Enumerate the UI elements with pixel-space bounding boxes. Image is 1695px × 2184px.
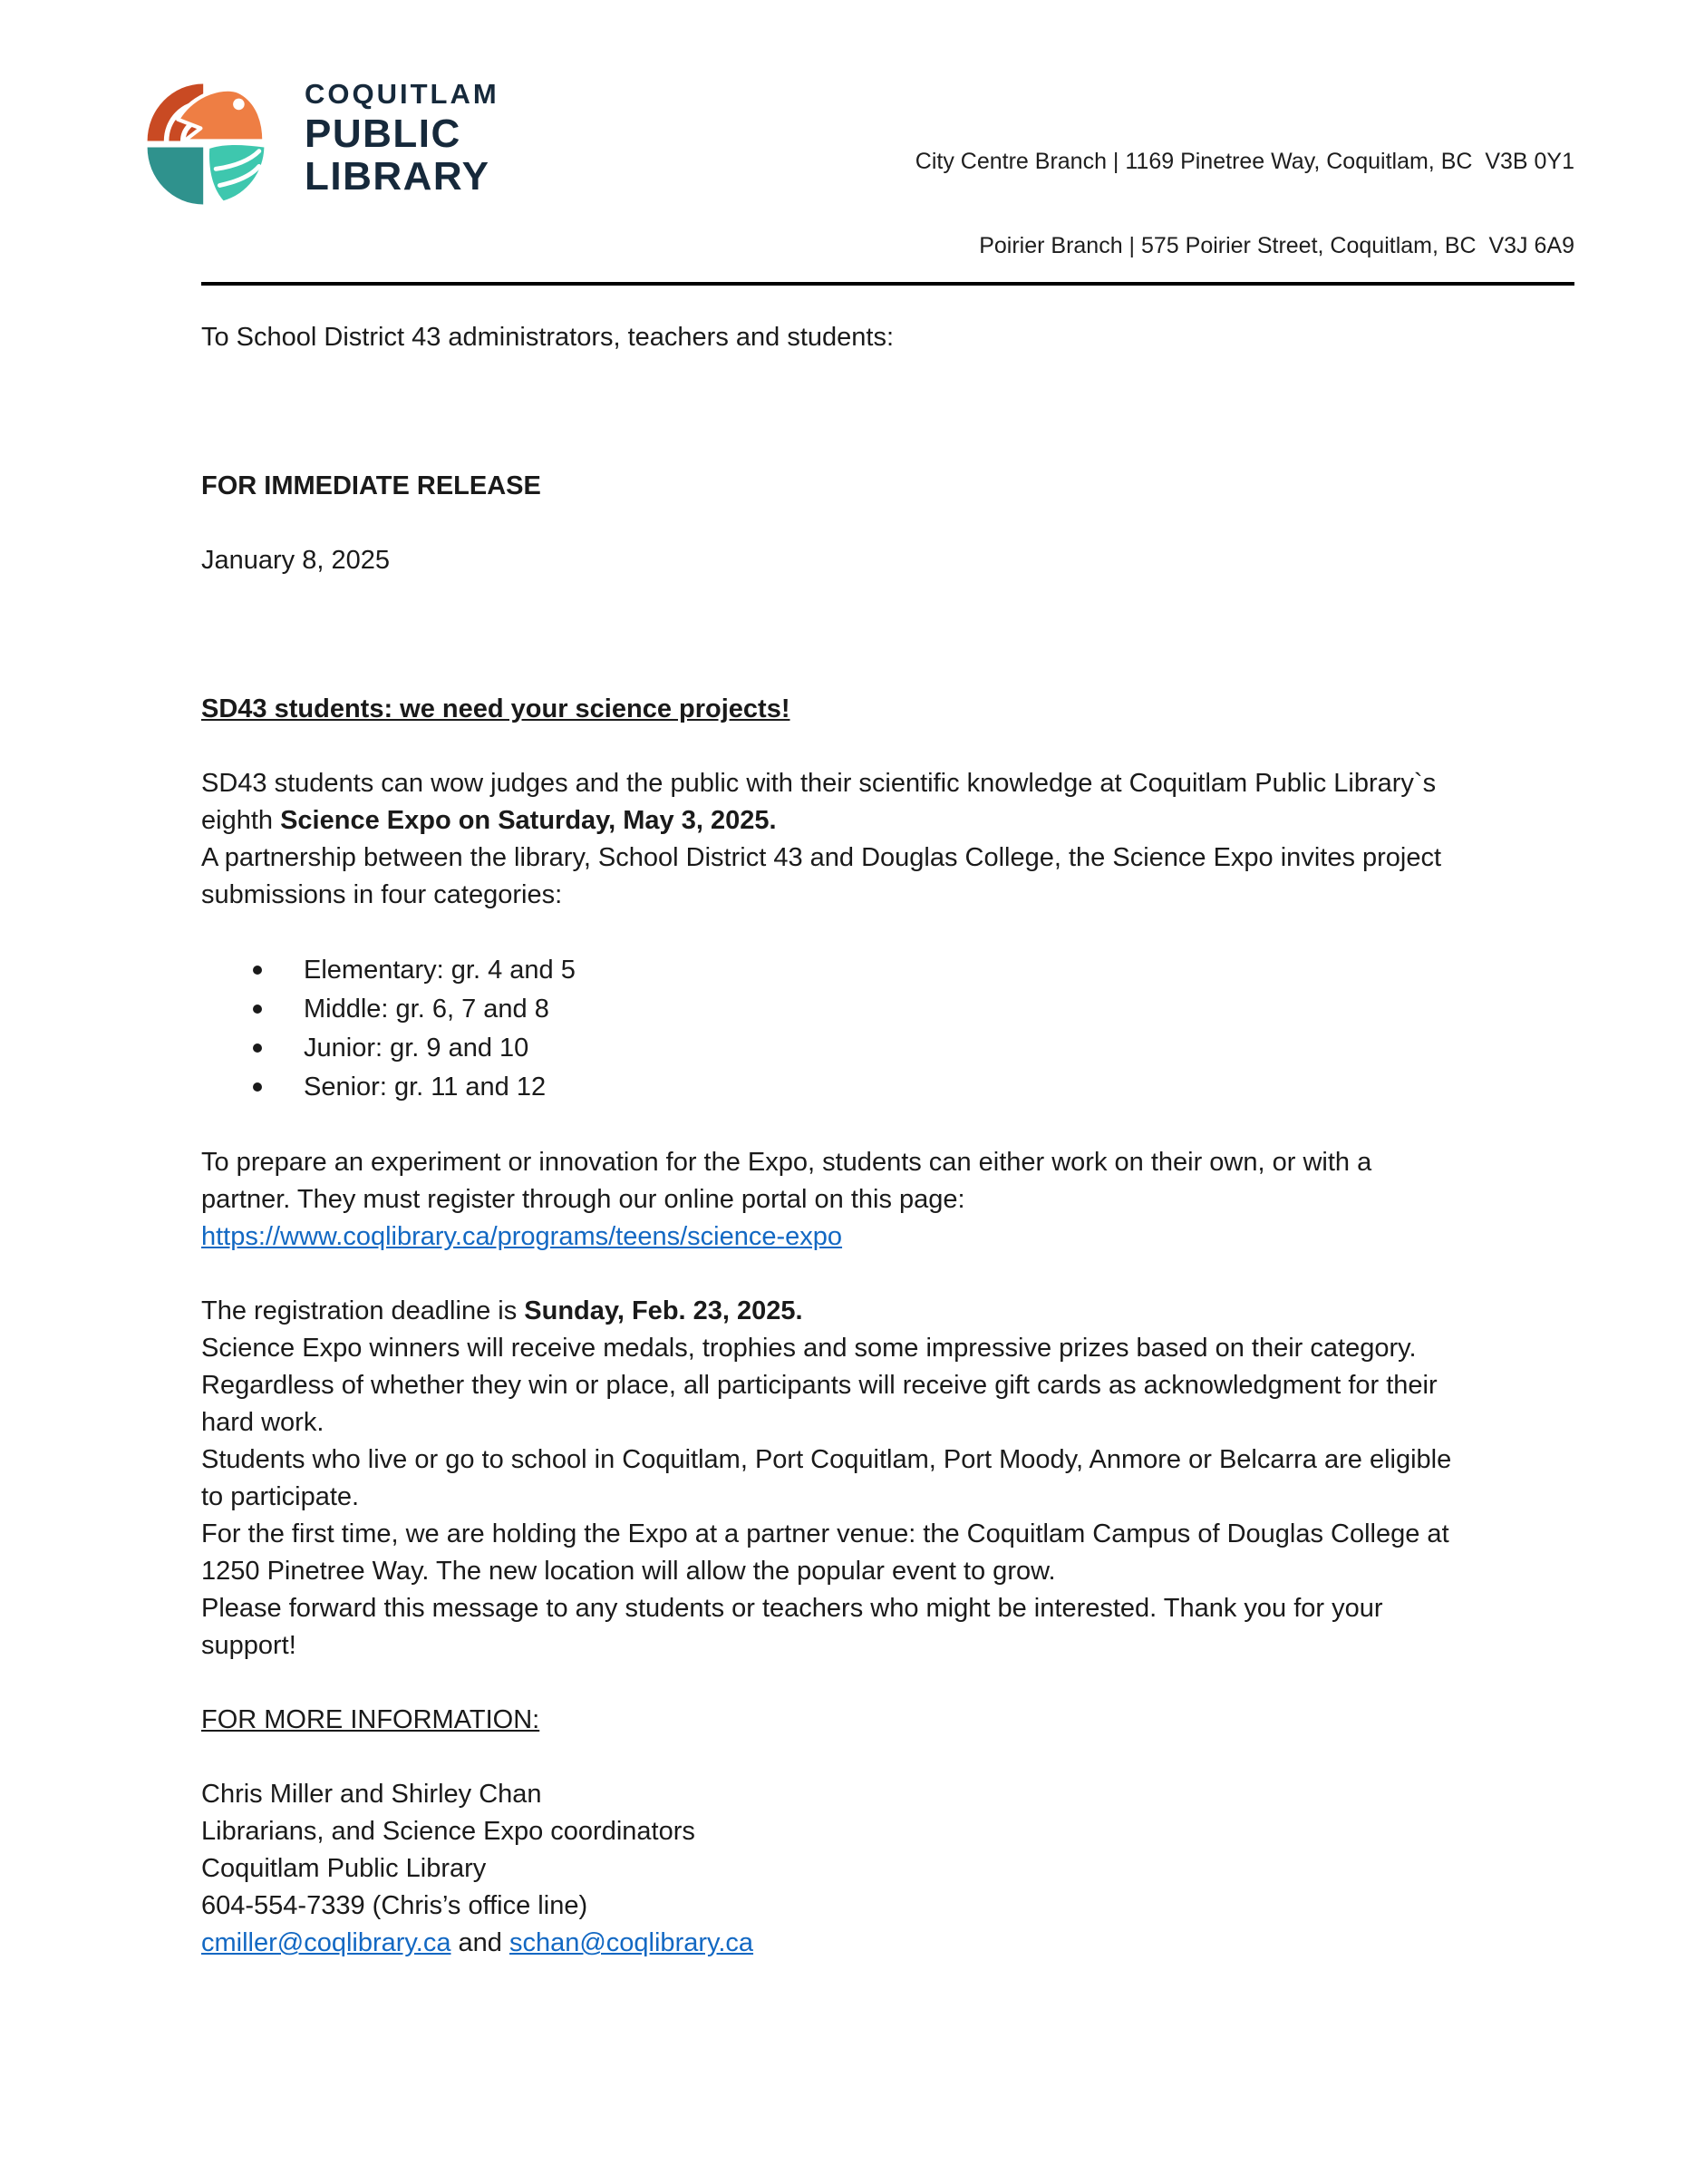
text-run: hard work.	[201, 1408, 324, 1437]
text-run: and	[450, 1928, 509, 1957]
letter-line	[201, 1888, 1615, 1925]
header-divider	[201, 282, 1574, 286]
letter-line	[201, 542, 1615, 579]
letter-line	[201, 468, 1615, 505]
text-run: support!	[201, 1631, 296, 1660]
letter-line	[201, 765, 1615, 802]
letter-line	[201, 1627, 1615, 1665]
text-run: Students who live or go to school in Coquitlam, Port Coquitlam, Port Moody, Anmore or Belcarra are eligible	[201, 1445, 1452, 1474]
letter-line	[201, 319, 1615, 356]
text-run: Elementary: gr. 4 and 5	[304, 956, 576, 985]
bullet-item	[201, 990, 1615, 1029]
text-run: 604-554-7339 (Chris’s office line)	[201, 1891, 588, 1920]
text-run: Science Expo winners will receive medals, trophies and some impressive prizes based on their category.	[201, 1334, 1417, 1363]
letter-line	[201, 1404, 1615, 1441]
text-run: SD43 students: we need your science projects!	[201, 694, 790, 723]
text-run: Junior: gr. 9 and 10	[304, 1034, 529, 1063]
text-run: Regardless of whether they win or place, all participants will receive gift cards as acknowledgment for their	[201, 1371, 1438, 1400]
blank-line	[201, 1665, 1615, 1702]
letter-line	[201, 1850, 1615, 1888]
wordmark-public: PUBLIC	[305, 112, 461, 156]
text-run: to participate.	[201, 1482, 360, 1511]
hyperlink[interactable]: https://www.coqlibrary.ca/programs/teens/science-expo	[201, 1222, 843, 1251]
text-run: 1250 Pinetree Way. The new location will allow the popular event to grow.	[201, 1557, 1056, 1586]
text-run: Librarians, and Science Expo coordinators	[201, 1817, 695, 1846]
hyperlink[interactable]: schan@coqlibrary.ca	[508, 1928, 754, 1957]
text-run: Middle: gr. 6, 7 and 8	[304, 995, 549, 1024]
text-run: Coquitlam Public Library	[201, 1854, 487, 1883]
blank-line	[201, 1256, 1615, 1293]
letter-line	[201, 1181, 1615, 1218]
text-run: Chris Miller and Shirley Chan	[201, 1780, 542, 1809]
blank-line	[201, 505, 1615, 542]
blank-line	[201, 914, 1615, 951]
text-run: partner. They must register through our online portal on this page:	[201, 1185, 965, 1214]
letter-line	[201, 1776, 1615, 1813]
letter-line	[201, 1293, 1615, 1330]
library-logo-wordmark	[305, 76, 499, 198]
text-run: FOR MORE INFORMATION:	[201, 1705, 540, 1734]
text-run: Sunday, Feb. 23, 2025.	[524, 1296, 803, 1325]
text-run: SD43 students can wow judges and the public with their scientific knowledge at Coquitlam Public Library`s	[201, 769, 1437, 798]
letter-line	[201, 1553, 1615, 1590]
text-run: eighth	[201, 806, 281, 835]
bullet-item	[201, 1068, 1615, 1107]
letter-line	[201, 1813, 1615, 1850]
blank-line	[201, 579, 1615, 691]
letter-line	[201, 1441, 1615, 1479]
letter-line	[201, 1479, 1615, 1516]
blank-line	[201, 1739, 1615, 1776]
letter-line	[201, 802, 1615, 840]
letter-body	[201, 319, 1615, 1962]
city-centre-branch-address: City Centre Branch | 1169 Pinetree Way, Coquitlam, BC V3B 0Y1	[915, 149, 1574, 174]
blank-line	[201, 1107, 1615, 1144]
hyperlink[interactable]: cmiller@coqlibrary.ca	[201, 1928, 451, 1957]
wordmark-library: LIBRARY	[305, 154, 490, 199]
letter-line	[201, 1702, 1615, 1739]
text-run: Senior: gr. 11 and 12	[304, 1073, 547, 1102]
text-run: For the first time, we are holding the Expo at a partner venue: the Coquitlam Campus of Douglas College at	[201, 1519, 1449, 1548]
text-run: To School District 43 administrators, teachers and students:	[201, 323, 895, 352]
letter-line	[201, 691, 1615, 728]
letter-line	[201, 1925, 1615, 1962]
text-run: Please forward this message to any students or teachers who might be interested. Thank you for your	[201, 1594, 1383, 1623]
letter-line	[201, 1590, 1615, 1627]
bullet-item	[201, 951, 1615, 990]
text-run: The registration deadline is	[201, 1296, 525, 1325]
letter-line	[201, 840, 1615, 877]
letter-line	[201, 1144, 1615, 1181]
letter-line	[201, 1330, 1615, 1367]
wordmark-coquitlam: COQUITLAM	[305, 78, 499, 110]
blank-line	[201, 728, 1615, 765]
blank-line	[201, 356, 1615, 468]
letter-line	[201, 877, 1615, 914]
text-run: Science Expo on Saturday, May 3, 2025.	[280, 806, 777, 835]
text-run: A partnership between the library, School District 43 and Douglas College, the Science Expo invites project	[201, 843, 1442, 872]
text-run: January 8, 2025	[201, 546, 390, 575]
bullet-item	[201, 1029, 1615, 1068]
text-run: submissions in four categories:	[201, 880, 563, 909]
library-logo-icon	[142, 78, 269, 210]
text-run: FOR IMMEDIATE RELEASE	[201, 471, 541, 500]
letter-line	[201, 1516, 1615, 1553]
letter-line	[201, 1218, 1615, 1256]
poirier-branch-address: Poirier Branch | 575 Poirier Street, Coquitlam, BC V3J 6A9	[979, 233, 1574, 258]
text-run: To prepare an experiment or innovation for the Expo, students can either work on their own, or with a	[201, 1148, 1372, 1177]
letter-line	[201, 1367, 1615, 1404]
